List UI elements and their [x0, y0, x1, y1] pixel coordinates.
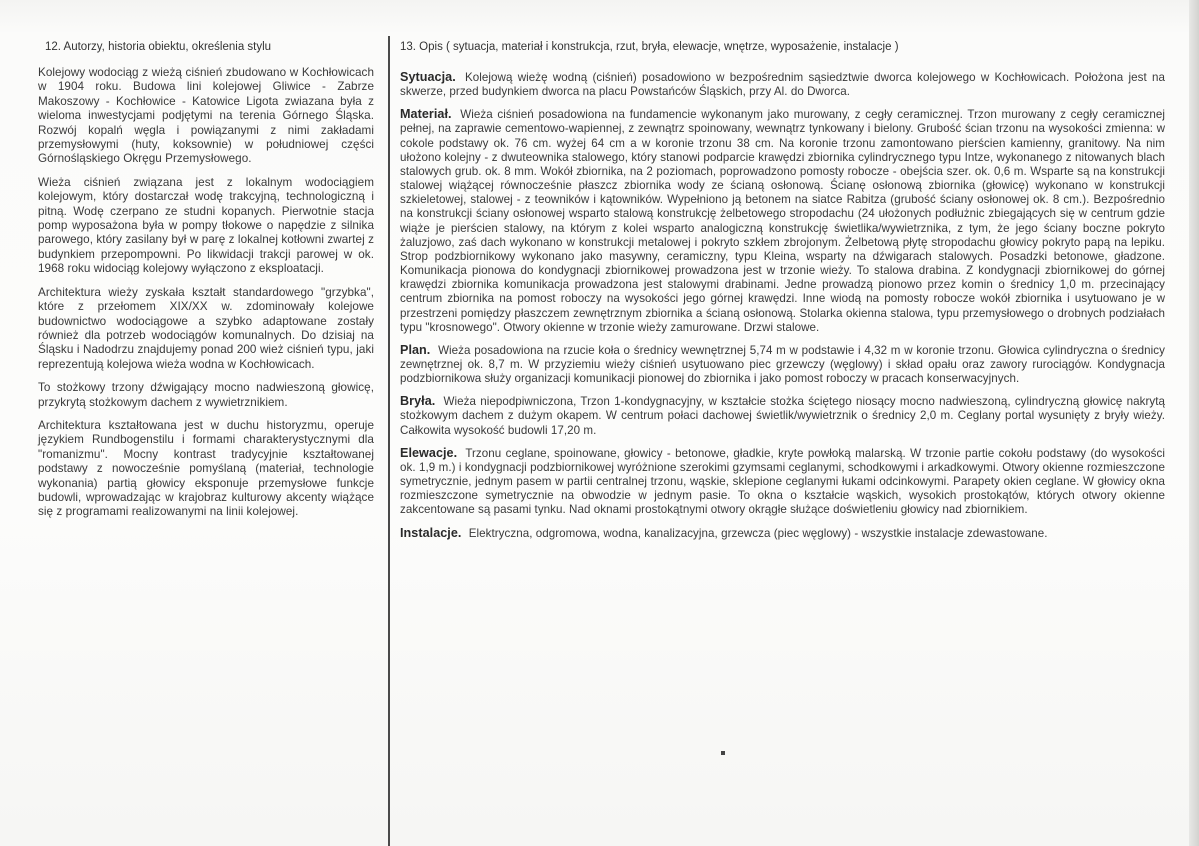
section-label: Sytuacja.: [400, 70, 456, 84]
left-column-header: 12. Autorzy, historia obiektu, określenia stylu: [45, 41, 272, 53]
history-paragraph-3: Architektura wieży zyskała kształt standardowego "grzybka", które z przełomem XIX/XX w. zdominowały kolejowe budownictwo wodociągowe a szybko adaptowane zostały również dla potrzeb wodociągów komunalnych. Do dzisiaj na Śląsku i Nadodrzu znajdujemy ponad 200 wież ciśnień typu, jaki reprezentują kolejowa wieża wodna w Kochłowicach.: [38, 285, 374, 371]
section-label: Plan.: [400, 342, 431, 357]
section-instalacje: [400, 526, 1165, 541]
section-sytuacja: [400, 70, 1165, 99]
history-paragraph-2: Wieża ciśnień związana jest z lokalnym wodociągiem kolejowym, który dostarczał wodę trakcyjną, technologiczną i pitną. Wodę czerpano ze studni kopanych. Pierwotnie stacja pomp wyposażona była w pompy tłokowe o napędzie z silnika parowego, który zasilany był w parę z lokalnej kotłowni zwartej z budynkiem przepompowni. Po likwidacji trakcji parowej w ok. 1968 roku widociąg kolejowy wyłączono z eksploatacji.: [38, 175, 374, 276]
history-paragraph-1: Kolejowy wodociąg z wieżą ciśnień zbudowano w Kochłowicach w 1904 roku. Budowa lini kolejowej Gliwice - Zabrze Makoszowy - Kochłowice - Katowice Ligota zwiazana była z wieloma inwestycjami podjętymi na terenia Górnego Śląska. Rozwój kopalń węgla i powiązanymi z nimi zakładami przemysłowymi (huty, koksownie) w południowej części Górnośląskiego Okręgu Przemysłowego.: [38, 66, 374, 166]
section-text: Wieża posadowiona na rzucie koła o średnicy wewnętrznej 5,74 m w podstawie i 4,32 m w koronie trzonu. Głowica cylindryczna o średnicy zewnętrznej ok. 8,7 m. W przyziemiu wieży ciśnień usytuowano piec grzewczy (węglowy) i skład opału oraz zawory rurociągów. Kondygnacja podzbiornikowa służy organizacji komunikacji pionowej do zbiornika i jako pomost roboczy w pracach konserwacyjnych.: [400, 343, 1165, 386]
section-label: Bryła.: [400, 394, 436, 409]
section-text: Kolejową wieżę wodną (ciśnień) posadowiono w bezpośrednim sąsiedztwie dworca kolejowego w Kochłowicach. Położona jest na skwerze, przed budynkiem dworca na placu Powstańców Śląskich, przy Al. do Dworca.: [400, 71, 1165, 99]
section-label: Instalacje.: [400, 525, 462, 540]
page-edge: [1189, 0, 1199, 846]
right-column-header: 13. Opis ( sytuacja, materiał i konstrukcja, rzut, bryła, elewacje, wnętrze, wyposażenie, instalacje ): [400, 41, 899, 53]
right-column: [400, 40, 1165, 549]
section-text: Trzonu ceglane, spoinowane, głowicy - betonowe, gładkie, kryte powłoką malarską. W trzonie partie cokołu podstawy (do wysokości ok. 1,9 m.) i kondygnacji podzbiornikowej wyróżnione szerokimi gzymsami ceglanymi, schodkowymi i arkadkowymi. Otwory okienne rozmieszczone symetrycznie, jednym pasem w partii centralnej trzonu, wąskie, sklepione ceglanymi łukami odcinkowymi. Parapety okien ceglane. W głowicy okna rozmieszczone symetrycznie na obwodzie w jednym pasie. To okna o kształcie wąskich, wysokich prostokątów, których otwory okienne zakcentowane są pasami tynku. Nad oknami prostokątnymi otwory okrągłe służące doświetleniu głowicy nad zbiornikiem.: [400, 446, 1166, 517]
section-text: Wieża niepodpiwniczona, Trzon 1-kondygnacyjny, w kształcie stożka ściętego niosący mocno nadwieszoną, cylindryczną głowicę nakrytą stożkowym dachem z dużym okapem. W centrum połaci dachowej świetlik/wywietrznik o średnicy 2,0 m. Ceglany portal wysunięty z bryły wieży. Całkowita wysokość budowli 17,20 m.: [400, 395, 1165, 437]
history-paragraph-4: To stożkowy trzony dźwigający mocno nadwieszoną głowicę, przykrytą stożkowym dachem z wywietrznikiem.: [38, 381, 374, 409]
left-column: [38, 40, 374, 529]
section-material: [400, 107, 1165, 335]
section-label: Elewacje.: [400, 445, 458, 460]
history-paragraph-5: Architektura kształtowana jest w duchu historyzmu, operuje językiem Rundbogenstilu i formami charakterystycznymi dla "romanizmu". Mocny kontrast tradycyjnie kształtowanej podstawy z nowocześnie pomyślaną (materiał, technologie wykonania) partią głowicy eksponuje przemysłowe funkcje budowli, wprowadzając w krajobraz kulturowy akcenty wiążące się z programami realizowanymi na linii kolejowej.: [38, 418, 374, 519]
section-label: Materiał.: [400, 107, 452, 122]
stray-mark: [721, 751, 725, 755]
section-text: Wieża ciśnień posadowiona na fundamencie wykonanym jako murowany, z cegły ceramicznej. Trzon murowany z cegły ceramicznej pełnej, na zaprawie cementowo-wapiennej, z zewnątrz spoinowany, wewnątrz tynkowany i bielony. Grubość ścian trzonu na wysokości zmienna: w cokole podstawy ok. 76 cm. wyżej 64 cm a w koronie trzonu 38 cm. Na koronie trzonu zamontowano pierścien kamienny, granitowy. Na nim ułożono kolejny - z dwuteownika stalowego, który stanowi podparcie krawędzi zbiornika cylindrycznego typu Intze, wykonanego z nitowanych blach stalowych grub. ok. 8 mm. Wokół zbiornika, na 2 poziomach, poprowadzono pomosty robocze - obejścia szer. ok. 0,6 m. Wsparte są na konstrukcji stalowej wiążącej równocześnie płaszcz zbiornika wody ze ścianą osłonową. Ścianę osłonową zbiornika (głowicę) wykonano w konstrukcji szkieletowej, stalowej - z teowników i kątowników. Wypełniono ją betonem na siatce Rabitza (grubość ściany osłonowej ok. 8 cm.). Bezpośrednio na konstrukcji ściany osłonowej wsparto stalową konstrukcję żelbetowego stropodachu (24 ułożonych podłużnic zbiegających się w centrum gdzie wiąże je pierścien stalowy, na którym z kolei wsparto analogiczną konstrukcję świetlika/wywietrznika, z tym, że jego ściany boczne pokryto żaluzjowo, zaś dach wykonano w konstrukcji metalowej i pokryto szkłem zbrojonym. Żelbetową płytę stropodachu głowicy pokryto papą na lepiku. Strop podzbiornikowy wykonano jako masywny, ceramiczny, typu Kleina, wsparty na dźwigarach stalowych. Posadzki betonowe, gładzone. Komunikacja pionowa do kondygnacji zbiornikowej prowadzona jest w trzonie wieży. To stalowa drabina. Z kondygnacji zbiornikowej do górnej krawędzi zbiornika komunikacja prowadzona jest stalowymi drabinami. Jedne prowadzą pionowo przez komin o średnicy 1,0 m. przecinający centrum zbiornika na pomost roboczy na wysokości jego górnej krawędzi. Inne wiodą na pomosty robocze wokół zbiornika i usytuowano je w przestrzeni pomiędzy płaszczem zewnętrznym zbiornika a ścianą osłonową. Stolarka okienna stalowa, typu przemysłowego o drobnych podziałach typu "krosnowego". Otwory okienne w trzonie wieży zamurowane. Drzwi stalowe.: [400, 108, 1165, 334]
section-text: Elektryczna, odgromowa, wodna, kanalizacyjna, grzewcza (piec węglowy) - wszystkie instalacje zdewastowane.: [468, 526, 1048, 540]
column-divider: [388, 36, 390, 846]
section-elewacje: [400, 446, 1165, 518]
section-bryla: [400, 394, 1165, 437]
section-plan: [400, 343, 1165, 386]
